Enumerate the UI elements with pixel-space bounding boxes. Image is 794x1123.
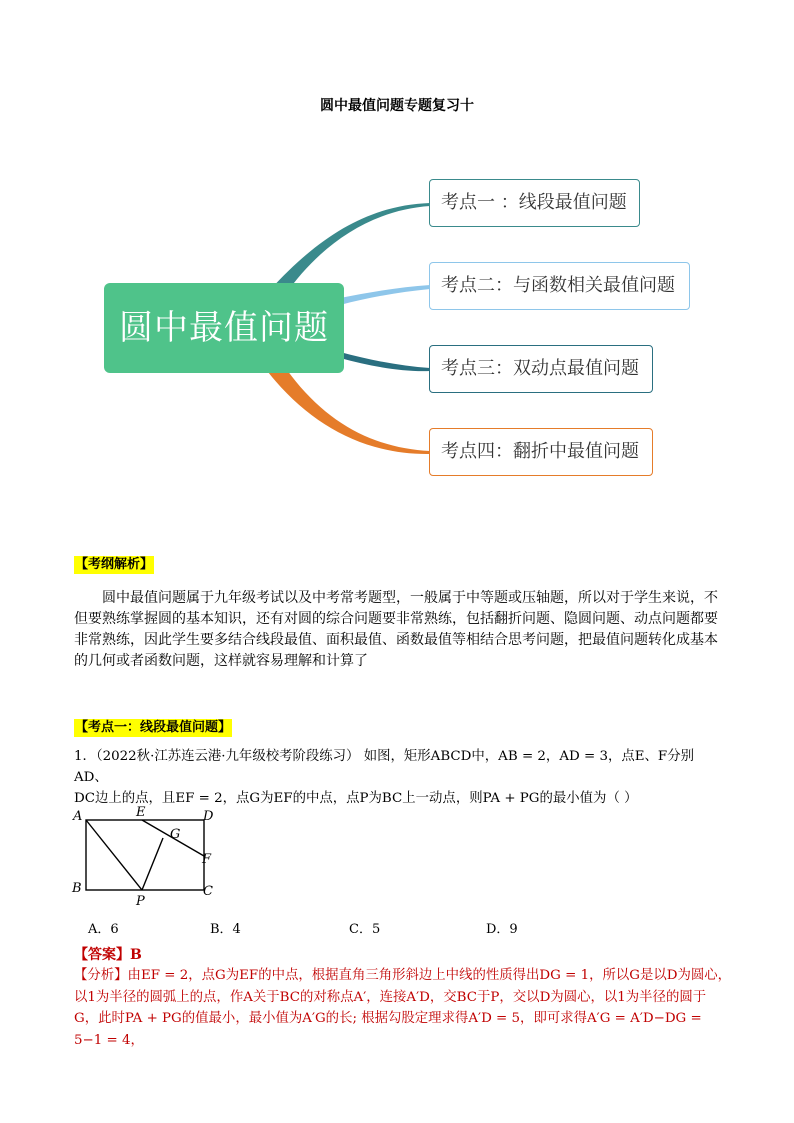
option-a: A．6 [88,922,119,937]
connector-3 [340,352,430,371]
analysis-line-1: 【分析】由EF = 2，点G为EF的中点，根据直角三角形斜边上中线的性质得出DG = 1，所以G是以D为圆心， [74,968,732,983]
mind-map [0,0,794,520]
label-f: F [202,852,212,867]
outline-line-3: 非常熟练，因此学生要多结合线段最值、面积最值、函数最值等相结合思考问题，把最值问题转化成基本 [74,632,718,648]
label-b: B [72,881,82,896]
mind-map-branch-4: 考点四：翻折中最值问题 [429,428,653,476]
analysis-line-3: G，此时PA + PG的值最小，最小值为A′G的长; 根据勾股定理求得A′D = 5，即可求得A′G = A′D−DG = 5−1 = 4， [74,1011,702,1048]
outline-line-4: 的几何或者函数问题，这样就容易理解和计算了 [74,653,368,669]
rectangle-abcd [86,820,204,890]
option-d: D．9 [486,922,518,937]
mind-map-central-node: 圆中最值问题 [104,283,344,373]
question-line-2: DC边上的点，且EF = 2，点G为EF的中点，点P为BC上一动点，则PA + PG的最小值为（ ） [74,791,638,806]
connector-1 [270,203,430,295]
mind-map-branch-1: 考点一 ：线段最值问题 [429,179,640,227]
document-title: 圆中最值问题专题复习十 [320,98,474,114]
option-c: C．5 [349,922,381,937]
connector-2 [340,285,430,305]
outline-tag: 【考纲解析】 [75,557,154,572]
question-line-1: 1．（2022秋·江苏连云港·九年级校考阶段练习） 如图，矩形ABCD中，AB = 2，AD = 3，点E、F分别AD、 [74,749,695,785]
question-text [74,746,724,809]
label-d: D [203,809,214,824]
segment-ap [86,820,142,890]
mind-map-connectors [0,0,794,520]
outline-line-2: 但要熟练掌握圆的基本知识，还有对圆的综合问题要非常熟练，包括翻折问题、隐圆问题、动点问题都要 [74,611,718,627]
rectangle-figure [70,806,230,906]
label-p: P [136,894,145,906]
mind-map-branch-3: 考点三：双动点最值问题 [429,345,653,393]
option-b: B．4 [210,922,241,937]
connector-4 [268,360,430,454]
segment-pg [142,838,163,890]
answer-line: 【答案】B [74,947,142,963]
outline-line-1: 圆中最值问题属于九年级考试以及中考常考题型，一般属于中等题或压轴题，所以对于学生来说，不 [102,590,718,606]
outline-paragraph [74,588,724,672]
label-a: A [73,809,83,824]
point1-tag: 【考点一：线段最值问题】 [75,720,232,735]
analysis-line-2: 以1为半径的圆弧上的点，作A关于BC的对称点A′，连接A′D，交BC于P，交以D为圆心，以1为半径的圆于 [74,989,707,1005]
label-g: G [170,827,181,842]
label-c: C [203,884,213,899]
mind-map-branch-2: 考点二：与函数相关最值问题 [429,262,690,310]
analysis-text [74,965,734,1051]
label-e: E [136,806,146,820]
